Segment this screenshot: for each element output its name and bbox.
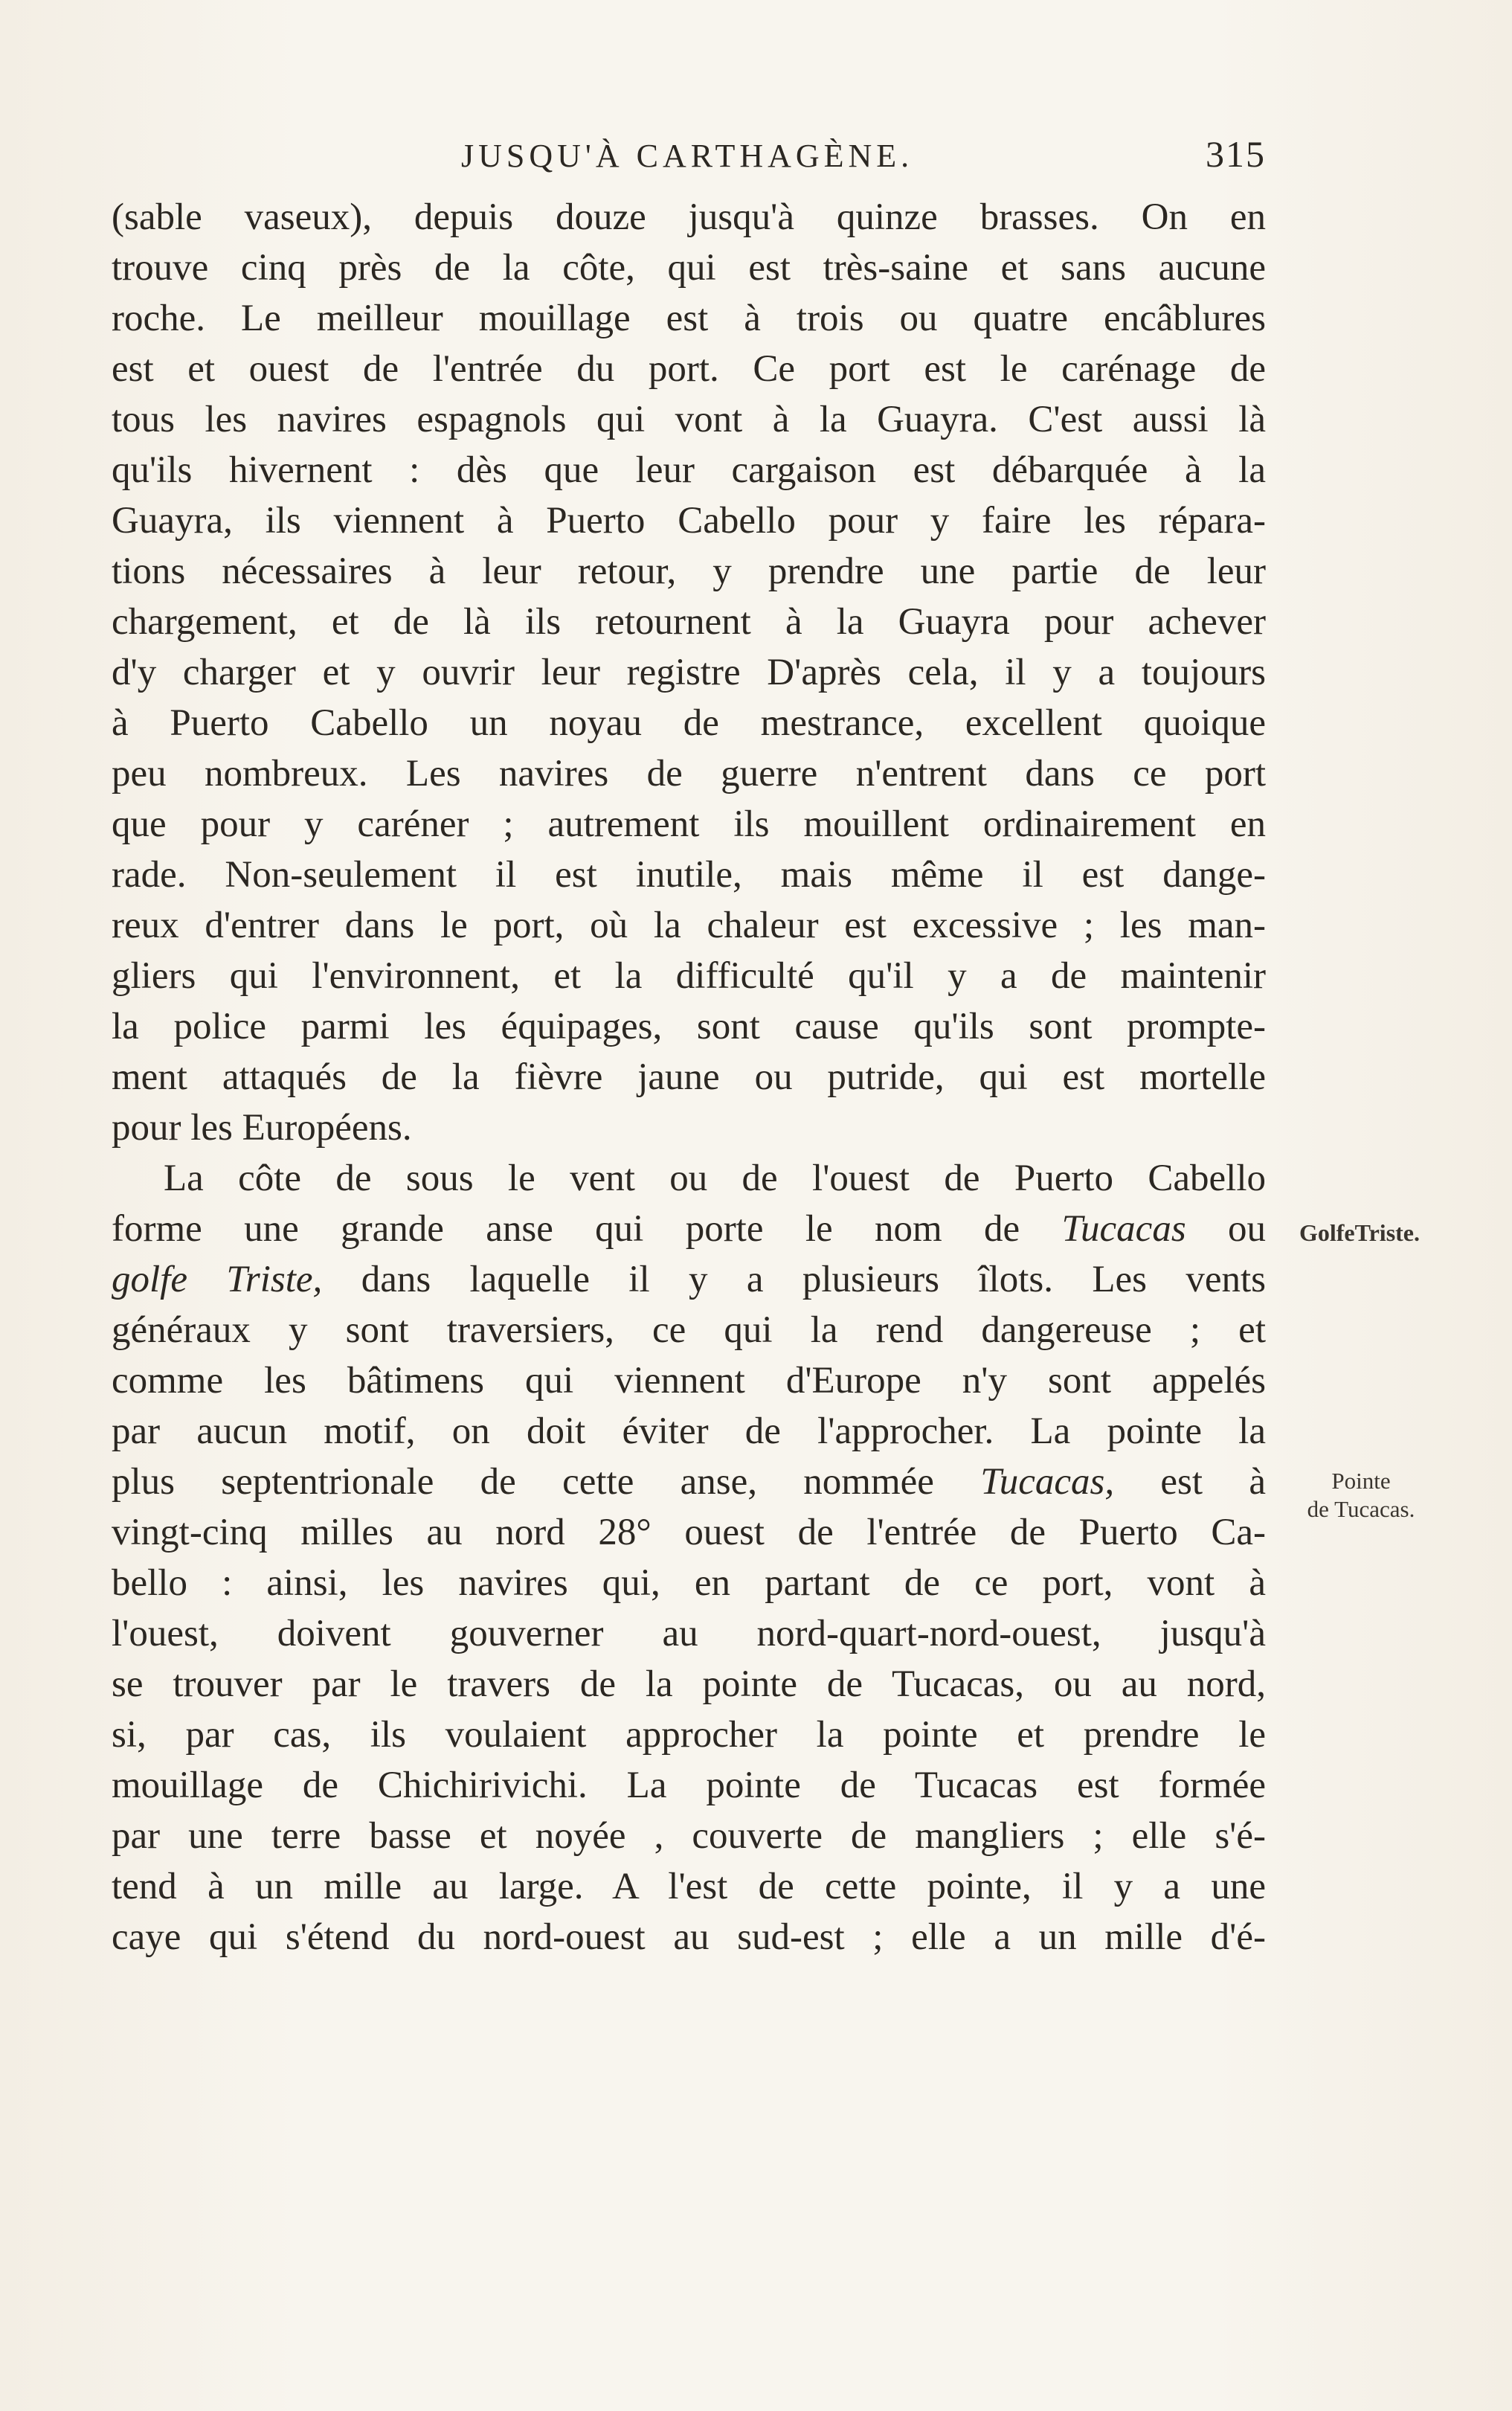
body-text [112, 192, 1266, 1962]
text-line: par aucun motif, on doit éviter de l'approcher. La pointe la [112, 1410, 1266, 1452]
text-line: d'y charger et y ouvrir leur registre D'après cela, il y a toujours [112, 652, 1266, 693]
text-line: se trouver par le travers de la pointe de Tucacas, ou au nord, [112, 1663, 1266, 1705]
text-line-with-italic [112, 1457, 1266, 1507]
text-line: roche. Le meilleur mouillage est à trois ou quatre encâblures [112, 298, 1266, 339]
text-line: à Puerto Cabello un noyau de mestrance, excellent quoique [112, 702, 1266, 744]
text-line: (sable vaseux), depuis douze jusqu'à quinze brasses. On en [112, 196, 1266, 238]
margin-note-pointe-de-tucacas [1279, 1467, 1443, 1524]
italic-place-name: Tucacas [1061, 1208, 1186, 1250]
margin-note-line: de Tucacas. [1307, 1496, 1415, 1522]
text-segment: ou [1228, 1208, 1267, 1250]
text-line: ment attaqués de la fièvre jaune ou putride, qui est mortelle [112, 1056, 1266, 1098]
text-line: gliers qui l'environnent, et la difficulté qu'il y a de maintenir [112, 955, 1266, 997]
text-line: peu nombreux. Les navires de guerre n'entrent dans ce port [112, 753, 1266, 794]
text-line: rade. Non-seulement il est inutile, mais même il est dange- [112, 854, 1266, 896]
text-line: est et ouest de l'entrée du port. Ce port est le carénage de [112, 348, 1266, 390]
text-line: la police parmi les équipages, sont cause qu'ils sont prompte- [112, 1006, 1266, 1047]
text-segment: forme une grande anse qui porte le nom de [112, 1208, 1020, 1250]
page-header [112, 131, 1266, 183]
text-line: trouve cinq près de la côte, qui est très-saine et sans aucune [112, 247, 1266, 289]
italic-place-name: Tucacas, [980, 1461, 1115, 1503]
paragraph-end-line: pour les Européens. [112, 1107, 412, 1149]
text-line: par une terre basse et noyée , couverte de mangliers ; elle s'é- [112, 1815, 1266, 1857]
text-line: tend à un mille au large. A l'est de cette pointe, il y a une [112, 1866, 1266, 1907]
text-line: reux d'entrer dans le port, où la chaleur est excessive ; les man- [112, 905, 1266, 946]
text-line: tous les navires espagnols qui vont à la Guayra. C'est aussi là [112, 399, 1266, 440]
text-line: chargement, et de là ils retournent à la Guayra pour achever [112, 601, 1266, 643]
text-line: si, par cas, ils voulaient approcher la pointe et prendre le [112, 1714, 1266, 1756]
text-line-with-italic [112, 1204, 1266, 1254]
text-line: tions nécessaires à leur retour, y prendre une partie de leur [112, 550, 1266, 592]
text-segment: plus septentrionale de cette anse, nommée [112, 1461, 934, 1503]
text-segment: est à [1160, 1461, 1267, 1503]
text-line: généraux y sont traversiers, ce qui la rend dangereuse ; et [112, 1309, 1266, 1351]
text-line: mouillage de Chichirivichi. La pointe de Tucacas est formée [112, 1765, 1266, 1806]
text-line: vingt-cinq milles au nord 28° ouest de l'entrée de Puerto Ca- [112, 1512, 1266, 1553]
text-line: caye qui s'étend du nord-ouest au sud-est ; elle a un mille d'é- [112, 1916, 1266, 1958]
text-line: bello : ainsi, les navires qui, en partant de ce port, vont à [112, 1562, 1266, 1604]
text-line: qu'ils hivernent : dès que leur cargaison est débarquée à la [112, 449, 1266, 491]
text-line-with-italic [112, 1254, 1266, 1305]
page-number: 315 [1206, 133, 1266, 175]
text-segment: dans laquelle il y a plusieurs îlots. Les vents [361, 1259, 1266, 1300]
text-line: que pour y caréner ; autrement ils mouillent ordinairement en [112, 803, 1266, 845]
text-line: Guayra, ils viennent à Puerto Cabello pour y faire les répara- [112, 500, 1266, 542]
paragraph-start-line: La côte de sous le vent ou de l'ouest de Puerto Cabello [164, 1158, 1266, 1199]
running-title: JUSQU'À CARTHAGÈNE. [461, 138, 914, 174]
italic-place-name: golfe Triste, [112, 1259, 323, 1300]
margin-note-line: Pointe [1331, 1468, 1391, 1494]
text-line: l'ouest, doivent gouverner au nord-quart-nord-ouest, jusqu'à [112, 1613, 1266, 1654]
text-line: comme les bâtimens qui viennent d'Europe n'y sont appelés [112, 1360, 1266, 1402]
margin-note-golfe-triste: GolfeTriste. [1299, 1219, 1420, 1246]
